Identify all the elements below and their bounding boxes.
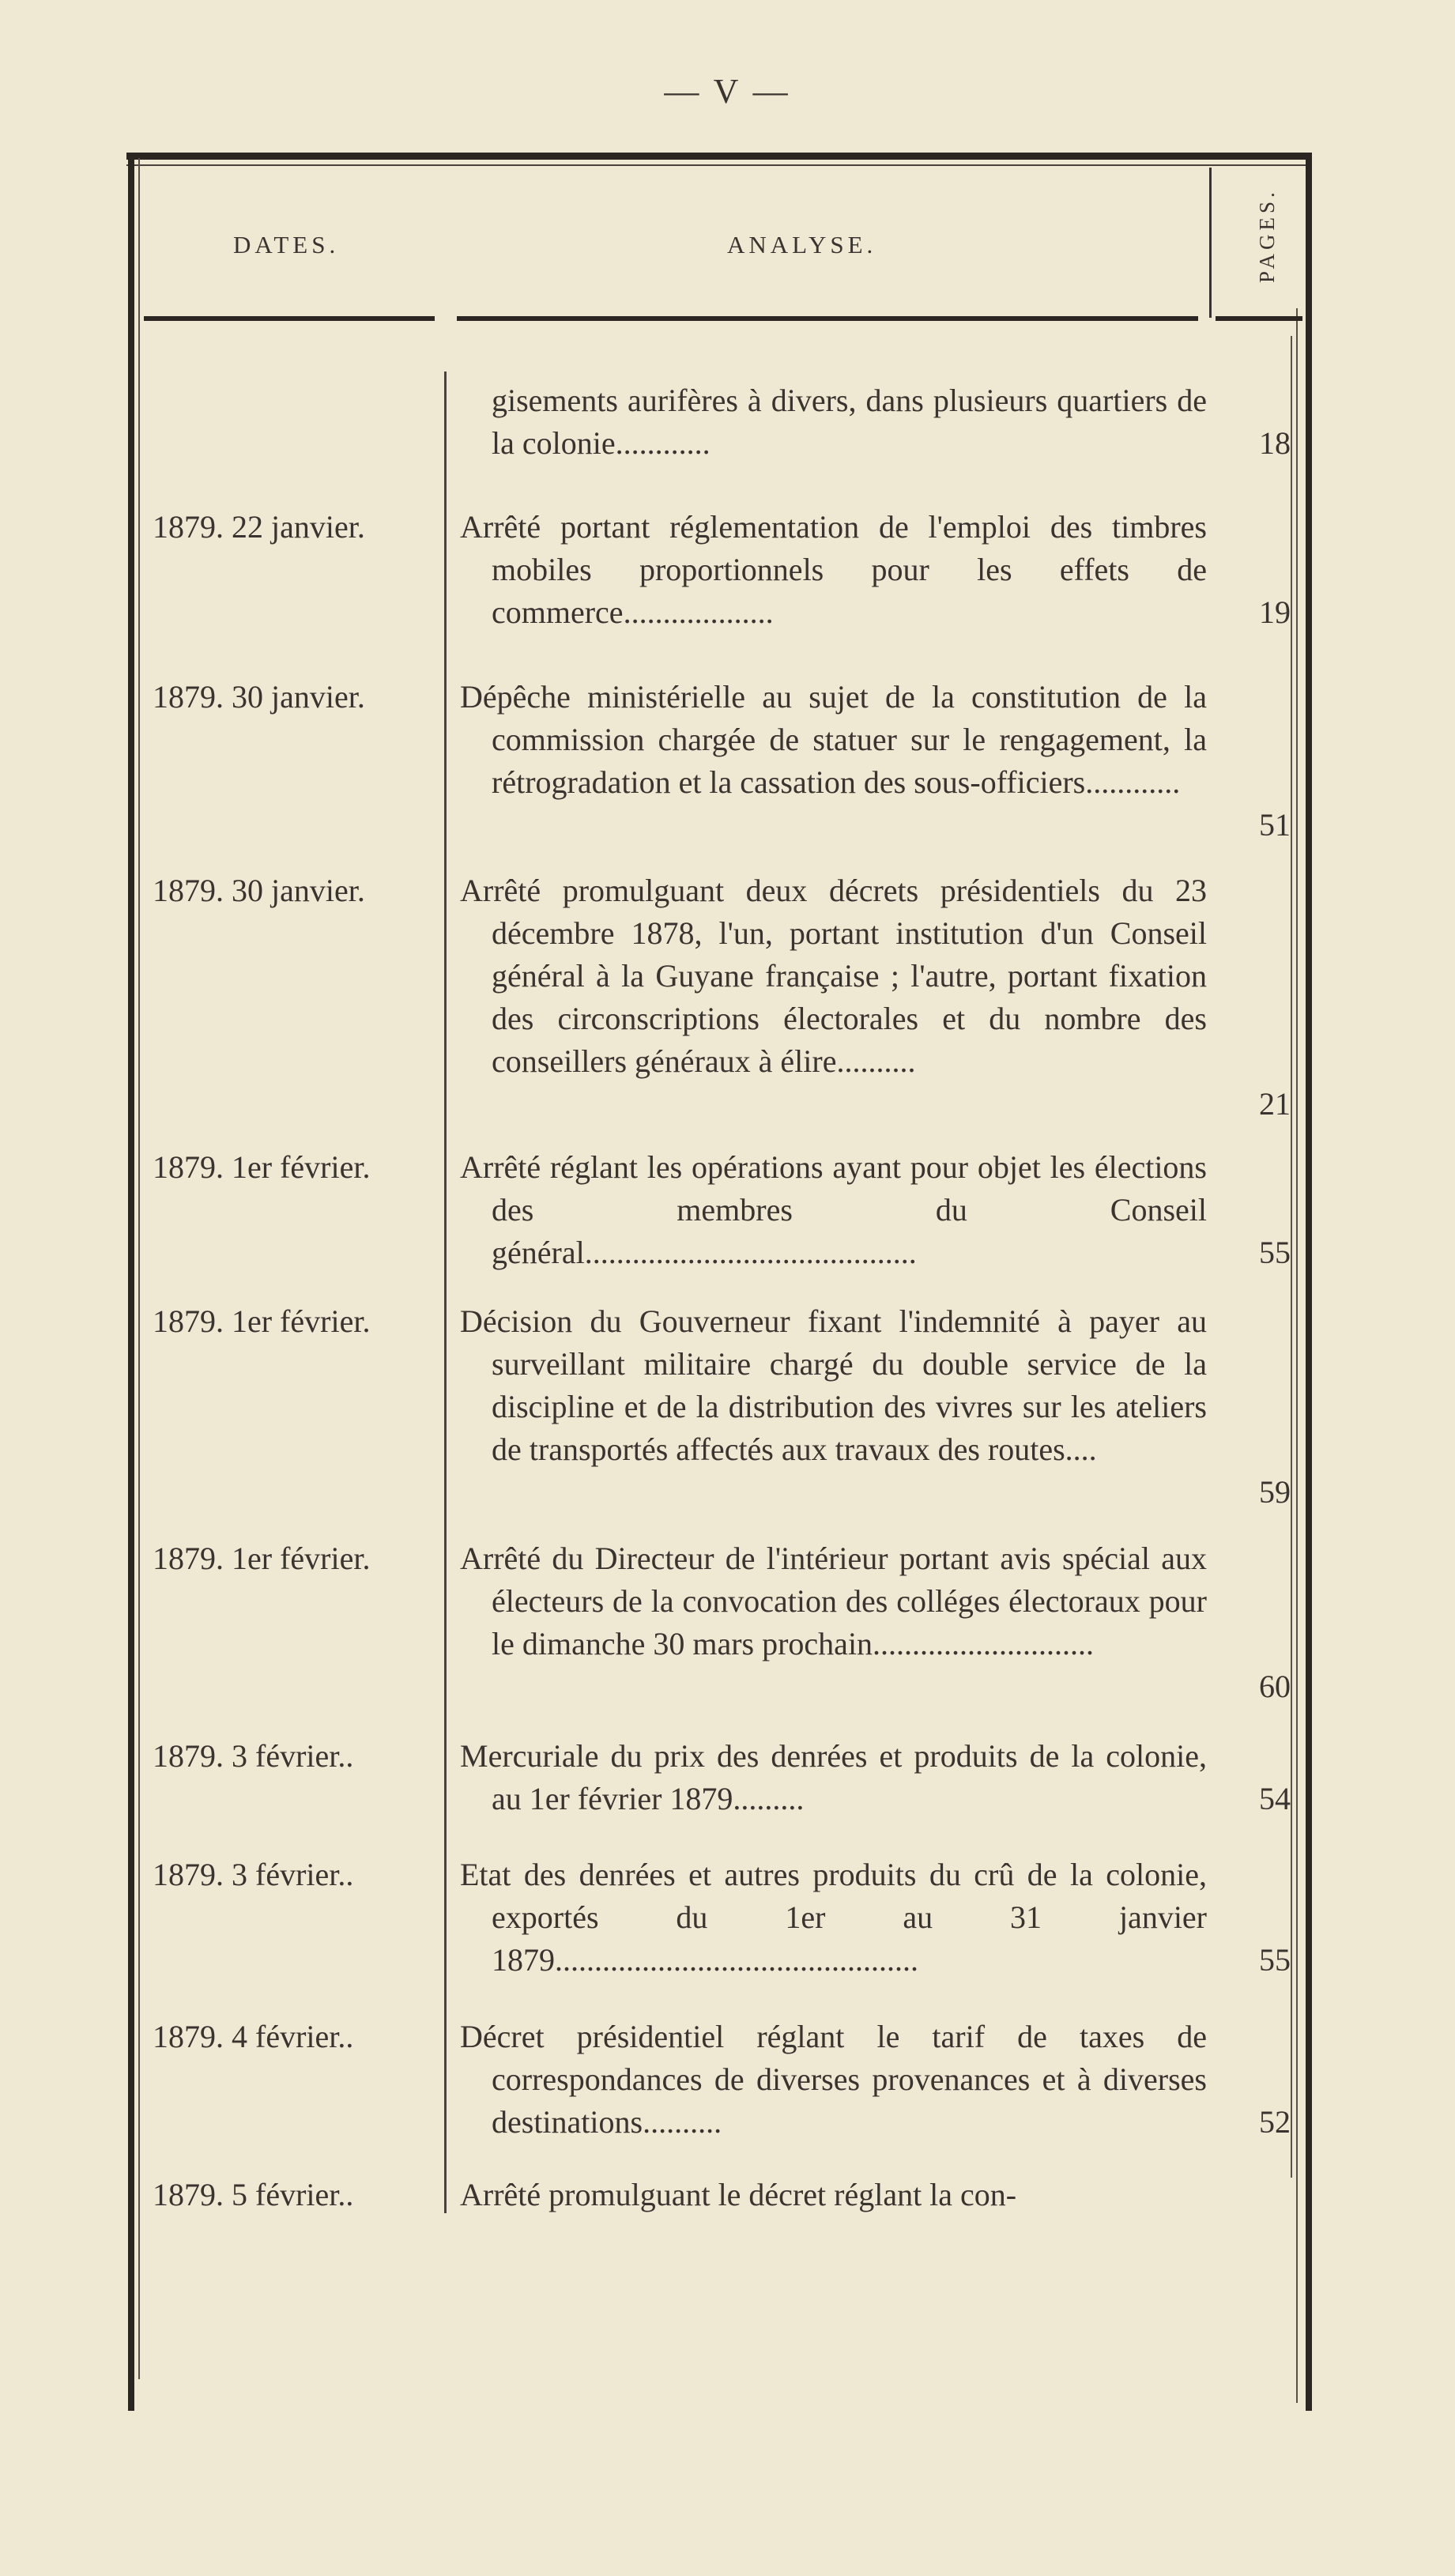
entry-date: 1879. 1er février.	[153, 1149, 371, 1185]
table-right-border	[1306, 158, 1312, 2411]
entry-analysis: Arrêté du Directeur de l'intérieur portant avis spécial aux électeurs de la convocation des colléges électoraux pour le dimanche 30 mars prochain............................	[460, 1541, 1207, 1661]
header-rule-dates	[144, 316, 435, 321]
entry-date: 1879. 3 février..	[153, 1738, 354, 1774]
table-left-inner-border	[138, 158, 140, 2379]
entry-page: 51	[1259, 807, 1291, 843]
entry-page: 54	[1259, 1781, 1291, 1816]
entry-date: 1879. 5 février..	[153, 2177, 354, 2212]
entry-page: 18	[1259, 425, 1291, 461]
page-number: — V —	[664, 72, 791, 111]
entry-date: 1879. 1er février.	[153, 1303, 371, 1339]
entry-page: 19	[1259, 594, 1291, 630]
table-right-inner-border	[1296, 308, 1298, 2403]
entry-date: 1879. 3 février..	[153, 1857, 354, 1892]
entry-date: 1879. 30 janvier.	[153, 873, 365, 908]
entry-analysis: Arrêté promulguant deux décrets présidentiels du 23 décembre 1878, l'un, portant institution d'un Conseil général à la Guyane française ; l'autre, portant fixation des circonscriptions électorales et du nombre des conseillers généraux à élire..........	[460, 873, 1207, 1079]
analyse-pages-divider	[1291, 336, 1292, 2178]
entry-date: 1879. 22 janvier.	[153, 509, 365, 545]
entry-page: 52	[1259, 2104, 1291, 2140]
table-top-rule	[126, 153, 1312, 160]
entry-page: 59	[1259, 1474, 1291, 1510]
entry-analysis: Dépêche ministérielle au sujet de la constitution de la commission chargée de statuer sur le rengagement, la rétrogradation et la cassation des sous-officiers............	[460, 679, 1207, 800]
entry-analysis: Décision du Gouverneur fixant l'indemnité à payer au surveillant militaire chargé du double service de la discipline et de la distribution des vivres sur les ateliers de transportés affectés aux travaux des routes....	[460, 1303, 1207, 1467]
entry-analysis: Arrêté promulguant le décret réglant la con-	[460, 2177, 1017, 2212]
header-rule-pages	[1216, 316, 1302, 321]
entry-date: 1879. 1er février.	[153, 1541, 371, 1576]
entry-analysis: Mercuriale du prix des denrées et produits de la colonie, au 1er février 1879.........	[460, 1738, 1207, 1816]
entry-page: 60	[1259, 1669, 1291, 1704]
column-header-pages: PAGES.	[1255, 188, 1279, 283]
entry-analysis: Etat des denrées et autres produits du crû de la colonie, exportés du 1er au 31 janvier 1879..............................................	[460, 1857, 1207, 1978]
column-header-analyse: ANALYSE.	[727, 231, 877, 258]
column-header-dates: DATES.	[233, 231, 340, 258]
dates-analyse-divider	[444, 372, 447, 2213]
table-left-border	[128, 158, 134, 2411]
pages-header-divider	[1209, 168, 1212, 318]
entry-page: 21	[1259, 1086, 1291, 1122]
entry-analysis: gisements aurifères à divers, dans plusieurs quartiers de la colonie............	[492, 383, 1207, 461]
entry-analysis: Décret présidentiel réglant le tarif de taxes de correspondances de diverses provenances et à diverses destinations..........	[460, 2019, 1207, 2140]
table-top-thin-rule	[126, 164, 1312, 166]
entry-date: 1879. 4 février..	[153, 2019, 354, 2054]
header-rule-analyse	[457, 316, 1198, 321]
entry-date: 1879. 30 janvier.	[153, 679, 365, 715]
entry-analysis: Arrêté réglant les opérations ayant pour objet les élections des membres du Conseil général..........................................	[460, 1149, 1207, 1270]
entry-page: 55	[1259, 1942, 1291, 1978]
entry-analysis: Arrêté portant réglementation de l'emploi des timbres mobiles proportionnels pour les effets de commerce...................	[460, 509, 1207, 630]
entry-page: 55	[1259, 1235, 1291, 1270]
